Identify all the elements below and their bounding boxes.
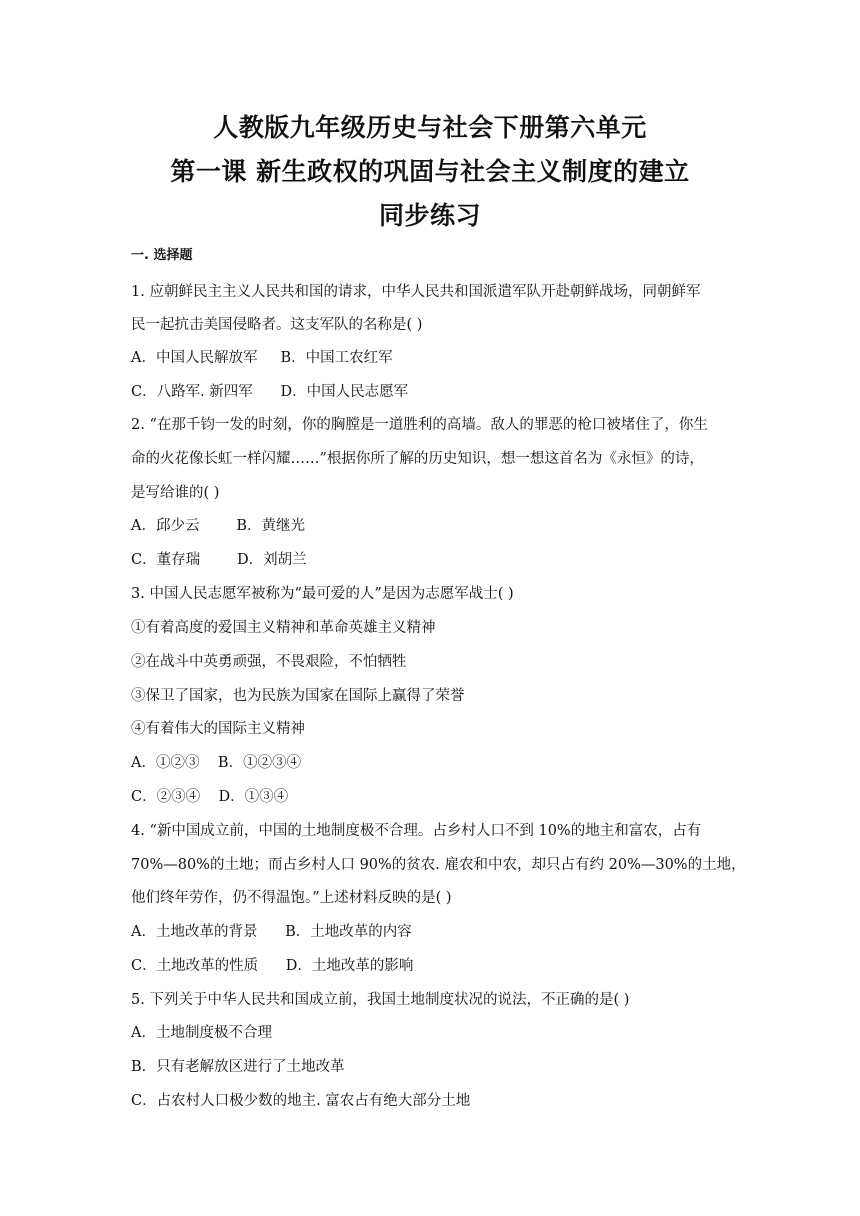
title-line-1: 人教版九年级历史与社会下册第六单元 (213, 113, 647, 142)
title-line-3: 同步练习 (378, 201, 481, 230)
question-2-line-1: 2. “在那千钧一发的时刻，你的胸膛是一道胜利的高墙。敌人的罪恶的枪口被堵住了，你生 (131, 417, 708, 433)
question-1-line-1: 1. 应朝鲜民主主义人民共和国的请求，中华人民共和国派遣军队开赴朝鲜战场，同朝鲜军 (131, 284, 701, 300)
question-2-options-row-2: C．董存瑞 D．刘胡兰 (131, 552, 307, 568)
question-1-options-row-1: A．中国人民解放军 B．中国工农红军 (131, 350, 393, 366)
section-heading: 一. 选择题 (131, 248, 193, 263)
question-1-options-row-2: C．八路军. 新四军 D．中国人民志愿军 (131, 384, 409, 400)
question-5-option-c: C．占农村人口极少数的地主. 富农占有绝大部分土地 (131, 1093, 471, 1109)
question-4-line-1: 4. “新中国成立前，中国的土地制度极不合理。占乡村人口不到 10%的地主和富农，占有 (131, 823, 702, 839)
question-3-options-row-1: A．①②③ B．①②③④ (131, 755, 302, 771)
question-4-line-3: 他们终年劳作，仍不得温饱。”上述材料反映的是( ) (131, 890, 452, 906)
question-4-options-row-1: A．土地改革的背景 B．土地改革的内容 (131, 924, 412, 940)
question-2-line-3: 是写给谁的( ) (131, 485, 220, 501)
question-3-line-1: 3. 中国人民志愿军被称为“最可爱的人”是因为志愿军战士( ) (131, 586, 514, 602)
question-2-options-row-1: A．邱少云 B．黄继光 (131, 518, 305, 534)
question-4-line-2: 70%—80%的土地；而占乡村人口 90%的贫农. 雇农和中农，却只占有约 20%—30%的土地， (131, 857, 746, 873)
question-4-options-row-2: C．土地改革的性质 D．土地改革的影响 (131, 958, 414, 974)
question-3-statement-2: ②在战斗中英勇顽强，不畏艰险，不怕牺牲 (131, 654, 407, 670)
question-5-option-b: B．只有老解放区进行了土地改革 (131, 1059, 345, 1075)
question-3-statement-1: ①有着高度的爱国主义精神和革命英雄主义精神 (131, 620, 436, 636)
question-3-statement-3: ③保卫了国家，也为民族为国家在国际上赢得了荣誉 (131, 688, 465, 704)
title-line-2: 第一课 新生政权的巩固与社会主义制度的建立 (170, 157, 690, 186)
question-2-line-2: 命的火花像长虹一样闪耀……”根据你所了解的历史知识，想一想这首名为《永恒》的诗， (131, 451, 704, 467)
question-3-statement-4: ④有着伟大的国际主义精神 (131, 721, 305, 737)
question-5-line-1: 5. 下列关于中华人民共和国成立前，我国土地制度状况的说法，不正确的是( ) (131, 992, 630, 1008)
question-5-option-a: A．土地制度极不合理 (131, 1025, 272, 1041)
question-1-line-2: 民一起抗击美国侵略者。这支军队的名称是( ) (131, 317, 423, 333)
question-3-options-row-2: C．②③④ D．①③④ (131, 789, 289, 805)
